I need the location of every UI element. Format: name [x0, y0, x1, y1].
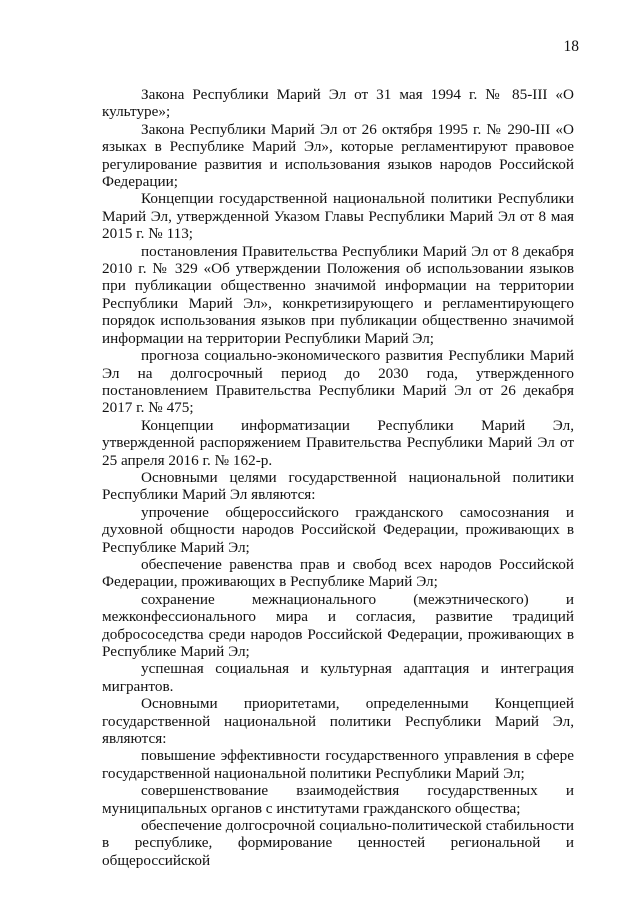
paragraph-priority-stability: обеспечение долгосрочной социально-политической стабильности в республике, формирование ценностей региональной и общероссийской	[102, 817, 574, 869]
paragraph-priority-civil-society: совершенствование взаимодействия государственных и муниципальных органов с институтами гражданского общества;	[102, 782, 574, 817]
paragraph-goal-equal-rights: обеспечение равенства прав и свобод всех народов Российской Федерации, проживающих в Республике Марий Эл;	[102, 555, 574, 591]
paragraph-informatization-concept: Концепции информатизации Республики Марий Эл, утвержденной распоряжением Правительства Республики Марий Эл от 25 апреля 2016 г. № 162-р.	[102, 416, 574, 469]
paragraph-economic-forecast: прогноза социально-экономического развития Республики Марий Эл на долгосрочный период до 2030 года, утвержденного постановлением Правительства Республики Марий Эл от 26 декабря 2017 г. № 475;	[102, 347, 574, 417]
paragraph-priority-governance: повышение эффективности государственного управления в сфере государственной национальной политики Республики Марий Эл;	[102, 747, 574, 782]
paragraph-goal-civic-identity: упрочение общероссийского гражданского самосознания и духовной общности народов Российской Федерации, проживающих в Республике Марий Эл;	[102, 503, 574, 556]
paragraph-law-culture: Закона Республики Марий Эл от 31 мая 1994 г. № 85-III «О культуре»;	[102, 86, 574, 121]
paragraph-law-languages: Закона Республики Марий Эл от 26 октября 1995 г. № 290-III «О языках в Республике Марий Эл», которые регламентируют правовое регулирование развития и использования языков народов Российской Федерации;	[102, 120, 574, 191]
paragraph-national-policy-concept: Концепции государственной национальной политики Республики Марий Эл, утвержденной Указом Главы Республики Марий Эл от 8 мая 2015 г. № 113;	[102, 190, 574, 243]
page-number: 18	[563, 38, 579, 55]
document-body	[102, 86, 574, 869]
paragraph-goal-migrant-adaptation: успешная социальная и культурная адаптация и интеграция мигрантов.	[102, 660, 574, 695]
paragraph-priorities-heading: Основными приоритетами, определенными Концепцией государственной национальной политики Республики Марий Эл, являются:	[102, 695, 574, 748]
paragraph-goals-heading: Основными целями государственной национальной политики Республики Марий Эл являются:	[102, 468, 574, 504]
paragraph-goal-interethnic-peace: сохранение межнационального (межэтнического) и межконфессионального мира и согласия, развитие традиций добрососедства среди народов Российской Федерации, проживающих в Республике Марий Эл;	[102, 590, 574, 660]
paragraph-government-resolution-329: постановления Правительства Республики Марий Эл от 8 декабря 2010 г. № 329 «Об утверждении Положения об использовании языков при публикации общественно значимой информации на территории Республики Марий Эл», конкретизирующего и регламентирующего порядок использования языков при публикации общественно значимой информации на территории Республики Марий Эл;	[102, 242, 574, 347]
